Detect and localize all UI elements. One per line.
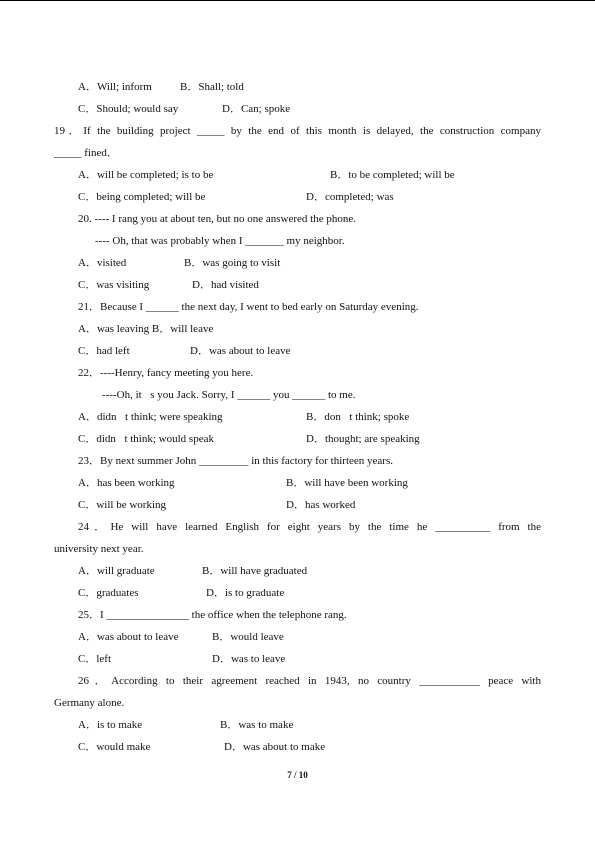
q23-option-c: C．will be working	[78, 499, 166, 511]
q23-option-d: D．has worked	[286, 499, 356, 511]
prev-option-b: B．Shall; told	[180, 81, 244, 93]
prev-option-a: A．Will; inform	[78, 81, 152, 93]
q22-option-a: A．didn t think; were speaking	[78, 411, 223, 423]
q26-stem-line2: Germany alone.	[54, 697, 125, 709]
q21-stem: 21．Because I ______ the next day, I went to bed early on Saturday evening.	[78, 301, 419, 313]
q24-option-b: B．will have graduated	[202, 565, 308, 577]
q20-stem-line2: ---- Oh, that was probably when I _______ my neighbor.	[95, 235, 345, 247]
q26-option-c: C．would make	[78, 741, 151, 753]
q25-option-d: D．was to leave	[212, 653, 286, 665]
q25-stem: 25．I _______________ the office when the telephone rang.	[78, 609, 347, 621]
page-number: 7 / 10	[287, 770, 308, 780]
q26-option-a: A．is to make	[78, 719, 143, 731]
q19-option-c: C．being completed; will be	[78, 191, 206, 203]
q24-stem-line1: 24．He will have learned English for eight years by the time he __________ from the	[78, 521, 541, 533]
q22-option-c: C．didn t think; would speak	[78, 433, 214, 445]
q25-option-c: C．left	[78, 653, 111, 665]
q21-option-c: C．had left	[78, 345, 130, 357]
q25-option-a: A．was about to leave	[78, 631, 179, 643]
q23-option-b: B．will have been working	[286, 477, 408, 489]
prev-option-d: D．Can; spoke	[222, 103, 291, 115]
q20-option-c: C．was visiting	[78, 279, 150, 291]
q26-option-b: B．was to make	[220, 719, 294, 731]
q19-stem-line1: 19．If the building project _____ by the end of this month is delayed, the construction company	[54, 125, 541, 137]
q20-option-a: A．visited	[78, 257, 127, 269]
top-rule	[0, 0, 595, 1]
q24-option-d: D．is to graduate	[206, 587, 285, 599]
q21-option-d: D．was about to leave	[190, 345, 291, 357]
q19-option-b: B．to be completed; will be	[330, 169, 455, 181]
prev-option-c: C．Should; would say	[78, 103, 179, 115]
q26-option-d: D．was about to make	[224, 741, 326, 753]
q24-option-a: A．will graduate	[78, 565, 155, 577]
q21-option-ab: A．was leaving B．will leave	[78, 323, 214, 335]
q20-stem-line1: 20. ---- I rang you at about ten, but no one answered the phone.	[78, 213, 356, 225]
q19-option-d: D．completed; was	[306, 191, 394, 203]
q23-option-a: A．has been working	[78, 477, 175, 489]
q22-option-b: B．don t think; spoke	[306, 411, 410, 423]
q22-stem-line1: 22．----Henry, fancy meeting you here.	[78, 367, 254, 379]
q19-option-a: A．will be completed; is to be	[78, 169, 214, 181]
q22-option-d: D．thought; are speaking	[306, 433, 420, 445]
q22-stem-line2: ----Oh, it s you Jack. Sorry, I ______ you ______ to me.	[102, 389, 356, 401]
q24-stem-line2: university next year.	[54, 543, 144, 555]
q26-stem-line1: 26．According to their agreement reached in 1943, no country ___________ peace with	[78, 675, 541, 687]
q25-option-b: B．would leave	[212, 631, 284, 643]
q20-option-d: D．had visited	[192, 279, 259, 291]
q24-option-c: C．graduates	[78, 587, 139, 599]
q20-option-b: B．was going to visit	[184, 257, 281, 269]
q23-stem: 23．By next summer John _________ in this factory for thirteen years.	[78, 455, 393, 467]
q19-stem-line2: _____ fined．	[54, 147, 118, 159]
